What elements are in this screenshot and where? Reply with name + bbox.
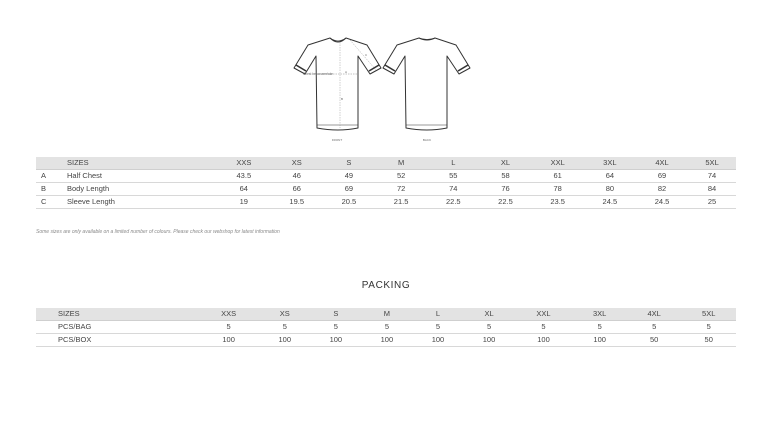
value-cell: 5 — [333, 322, 338, 331]
row-label: Sleeve Length — [67, 197, 115, 206]
value-cell: 21.5 — [393, 197, 409, 206]
value-cell: 23.5 — [550, 197, 565, 206]
table-row-pcs-bag — [36, 321, 736, 334]
row-letter: B — [41, 184, 47, 193]
value-cell: 5 — [541, 322, 546, 331]
value-cell: 5 — [282, 322, 287, 331]
value-cell: 80 — [605, 184, 615, 193]
value-cell: 22.5 — [498, 197, 513, 206]
row-letter: C — [41, 197, 47, 206]
value-cell: 74 — [449, 184, 458, 193]
packing-size-header-xxl: XXL — [536, 309, 551, 318]
row-label: Body Length — [67, 184, 110, 193]
packing-size-header-l: L — [435, 309, 441, 318]
size-header-s: S — [346, 158, 352, 167]
packing-size-header-m: M — [383, 309, 391, 318]
value-cell: 72 — [396, 184, 406, 193]
tshirt-back-drawing — [383, 38, 470, 130]
value-cell: 100 — [537, 335, 550, 344]
packing-size-header-5xl: 5XL — [702, 309, 716, 318]
value-cell: 84 — [707, 184, 717, 193]
body-length-mark: B — [341, 97, 344, 101]
value-cell: 100 — [380, 335, 394, 344]
table-row-pcs-box — [36, 334, 736, 347]
sleeve-mark: C — [365, 53, 368, 57]
value-cell: 100 — [593, 335, 606, 344]
value-cell: 55 — [449, 171, 458, 180]
packing-size-header-xl: XL — [484, 309, 494, 318]
half-chest-mark: A — [345, 70, 348, 74]
value-cell: 66 — [292, 184, 301, 193]
value-cell: 24.5 — [602, 197, 618, 206]
packing-size-header-xs: XS — [279, 309, 290, 318]
value-cell: 64 — [605, 171, 615, 180]
availability-note: Some sizes are only available on a limited number of colours. Please check our webshop for latest information — [36, 229, 280, 235]
header-label-cell: SIZES — [67, 158, 89, 167]
row-letter: A — [41, 171, 47, 180]
value-cell: 100 — [222, 335, 235, 344]
value-cell: 69 — [344, 184, 354, 193]
header-letter-cell — [36, 157, 67, 170]
size-header-4xl: 4XL — [655, 158, 669, 167]
value-cell: 61 — [553, 171, 562, 180]
value-cell: 52 — [396, 171, 406, 180]
value-cell: 19.5 — [289, 197, 305, 206]
packing-size-header-xxs: XXS — [221, 309, 237, 318]
value-cell: 43.5 — [236, 171, 252, 180]
size-header-l: L — [451, 158, 456, 167]
front-label: FRONT — [331, 138, 343, 142]
value-cell: 58 — [501, 171, 510, 180]
row-label: PCS/BAG — [58, 322, 92, 331]
packing-title: PACKING — [361, 280, 411, 291]
value-cell: 64 — [239, 184, 248, 193]
packing-size-header-s: S — [333, 309, 339, 318]
size-chart-table — [36, 157, 736, 209]
value-cell: 5 — [226, 322, 231, 331]
row-label: Half Chest — [67, 171, 103, 180]
size-header-m: M — [397, 158, 405, 167]
size-chart-header-row — [36, 157, 736, 170]
tshirt-front-drawing — [294, 38, 381, 130]
value-cell: 5 — [435, 322, 441, 331]
value-cell: 100 — [329, 335, 343, 344]
packing-size-header-4xl: 4XL — [647, 309, 661, 318]
value-cell: 46 — [292, 171, 301, 180]
value-cell: 100 — [482, 335, 496, 344]
value-cell: 24.5 — [654, 197, 670, 206]
value-cell: 100 — [431, 335, 445, 344]
value-cell: 25 — [707, 197, 717, 206]
packing-header-row — [36, 308, 736, 321]
value-cell: 5 — [597, 322, 602, 331]
value-cell: 20.5 — [341, 197, 357, 206]
value-cell: 5 — [486, 322, 492, 331]
size-header-xs: XS — [291, 158, 302, 167]
value-cell: 5 — [652, 322, 657, 331]
table-row-body-length — [36, 183, 736, 196]
table-row-sleeve-length — [36, 196, 736, 209]
size-header-xxs: XXS — [236, 158, 252, 167]
value-cell: 69 — [657, 171, 667, 180]
value-cell: 82 — [657, 184, 667, 193]
table-row-half-chest — [36, 170, 736, 183]
packing-table — [36, 308, 736, 347]
packing-header-label: SIZES — [58, 309, 80, 318]
packing-size-header-3xl: 3XL — [593, 309, 607, 318]
size-header-5xl: 5XL — [705, 158, 719, 167]
value-cell: 5 — [706, 322, 711, 331]
value-cell: 100 — [278, 335, 292, 344]
back-label: BACK — [422, 138, 432, 142]
size-header-3xl: 3XL — [603, 158, 617, 167]
value-cell: 74 — [707, 171, 717, 180]
value-cell: 5 — [384, 322, 389, 331]
row-label: PCS/BOX — [58, 335, 92, 344]
tshirt-illustration — [0, 30, 772, 146]
value-cell: 49 — [344, 171, 354, 180]
value-cell: 22.5 — [445, 197, 461, 206]
value-cell: 76 — [501, 184, 510, 193]
chest-annotation: Chest below armhole — [303, 72, 333, 76]
value-cell: 78 — [553, 184, 562, 193]
size-header-xxl: XXL — [550, 158, 565, 167]
value-cell: 50 — [650, 335, 659, 344]
value-cell: 50 — [704, 335, 713, 344]
value-cell: 19 — [239, 197, 248, 206]
size-header-xl: XL — [500, 158, 511, 167]
